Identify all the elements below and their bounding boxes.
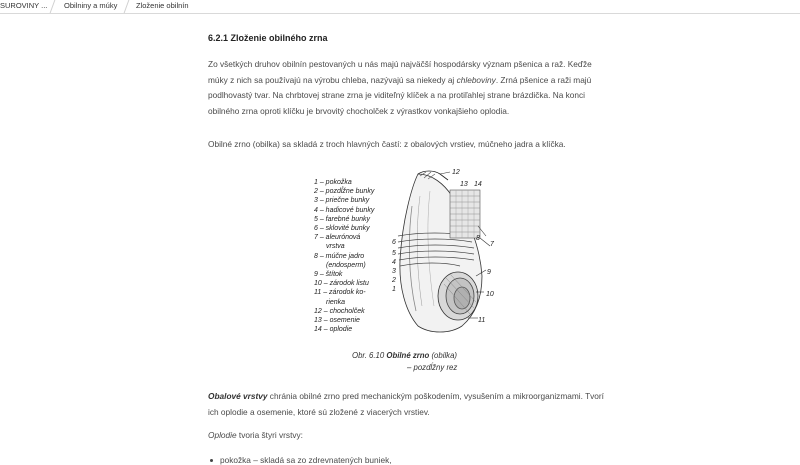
breadcrumb-item-current: Zloženie obilnín (136, 1, 189, 10)
breadcrumb-separator (124, 0, 130, 13)
bullet-icon (210, 459, 213, 462)
paragraph-oplodie (208, 428, 608, 444)
figure-number-label: 9 (487, 269, 491, 276)
legend-item: 9 – štítok (314, 271, 343, 279)
paragraph-layers (208, 389, 608, 420)
paragraph-parts: Obilné zrno (obilka) sa skladá z troch hlavných častí: z obalových vrstiev, múčneho jadra a klíčka. (208, 139, 566, 149)
legend-item: (endosperm) (326, 261, 366, 269)
caption-suffix: (obilka) (429, 351, 458, 360)
paragraph-text: tvoria štyri vrstvy: (236, 430, 303, 440)
list-item (210, 455, 392, 465)
strong-text: Obalové vrstvy (208, 391, 268, 401)
figure-number-label: 7 (490, 241, 494, 248)
emphasis-text: Oplodie (208, 430, 237, 440)
figure-grain (314, 166, 504, 342)
legend-item: 7 – aleurónová (314, 234, 361, 242)
paragraph-text: . Zrná pšenice a raži majú podlhovastý tvar. Na chrbtovej strane zrna je viditeľný klíček a na protiľahlej strane brázdička. Na konci obilného zrna oproti klíčku je brvovitý chocholček z výrastkov vonkajšieho oplodia. (208, 74, 592, 116)
legend-item: 10 – zárodok listu (314, 280, 369, 288)
legend-item: 5 – farebné bunky (314, 215, 371, 223)
legend-item: 14 – oplodie (314, 326, 353, 334)
figure-number-label: 6 (392, 239, 396, 246)
section-title: 6.2.1 Zloženie obilného zrna (208, 33, 328, 43)
caption-bold: Obilné zrno (386, 351, 430, 360)
figure-number-label: 1 (392, 286, 396, 293)
figure-number-label: 14 (474, 181, 482, 188)
paragraph-text: Zo všetkých druhov obilnín pestovaných u nás majú najväčší hospodársky význam pšenica a raž. Keďže múky z nich sa používajú na výrobu chleba, nazývajú sa niekedy aj (208, 59, 592, 85)
figure-number-label: 2 (392, 277, 396, 284)
legend-item: 8 – múčne jadro (314, 252, 365, 260)
figure-number-label: 11 (478, 317, 486, 324)
figure-number-label: 3 (392, 268, 396, 275)
legend-item: rienka (326, 298, 346, 306)
legend-item: 12 – chocholček (314, 307, 365, 315)
legend-item: 2 – pozdĺžne bunky (314, 188, 375, 196)
figure-number-label: 5 (392, 250, 396, 257)
grain-cross-section-image (390, 166, 504, 336)
paragraph-text: chránia obilné zrno pred mechanickým poškodením, vysušením a mikroorganizmami. Tvorí ich oplodie a osemenie, ktoré sú zložené z viacerých vrstiev. (208, 391, 604, 417)
legend-item: 11 – zárodok ko- (314, 289, 366, 297)
legend-item: 6 – sklovité bunky (314, 225, 370, 233)
figure-number-label: 13 (460, 181, 468, 188)
figure-number-label: 12 (452, 169, 460, 176)
figure-number-label: 4 (392, 259, 396, 266)
legend-item: 4 – hadicové bunky (314, 206, 375, 214)
breadcrumb-item-suroviny[interactable]: SUROVINY ... (0, 1, 48, 10)
breadcrumb-item-obilniny[interactable]: Obilniny a múky (64, 1, 118, 10)
figure-caption (352, 349, 457, 362)
legend-item: 1 – pokožka (314, 179, 352, 186)
figure-number-label: 8 (476, 235, 480, 242)
list-item-text: pokožka – skladá sa zo zdrevnatených buniek, (220, 455, 392, 465)
figure-caption-line2: – pozdĺžny rez (407, 363, 458, 372)
figure-legend (314, 178, 374, 334)
caption-prefix: Obr. 6.10 (352, 351, 387, 360)
legend-item: 3 – priečne bunky (314, 197, 370, 205)
figure-number-label: 10 (486, 291, 494, 298)
emphasis-text: chlebovinу (456, 74, 496, 85)
paragraph-intro (208, 57, 608, 119)
legend-item: vrstva (326, 243, 345, 251)
breadcrumb (0, 0, 800, 14)
legend-item: 13 – osemenie (314, 317, 360, 325)
breadcrumb-separator (50, 0, 56, 13)
